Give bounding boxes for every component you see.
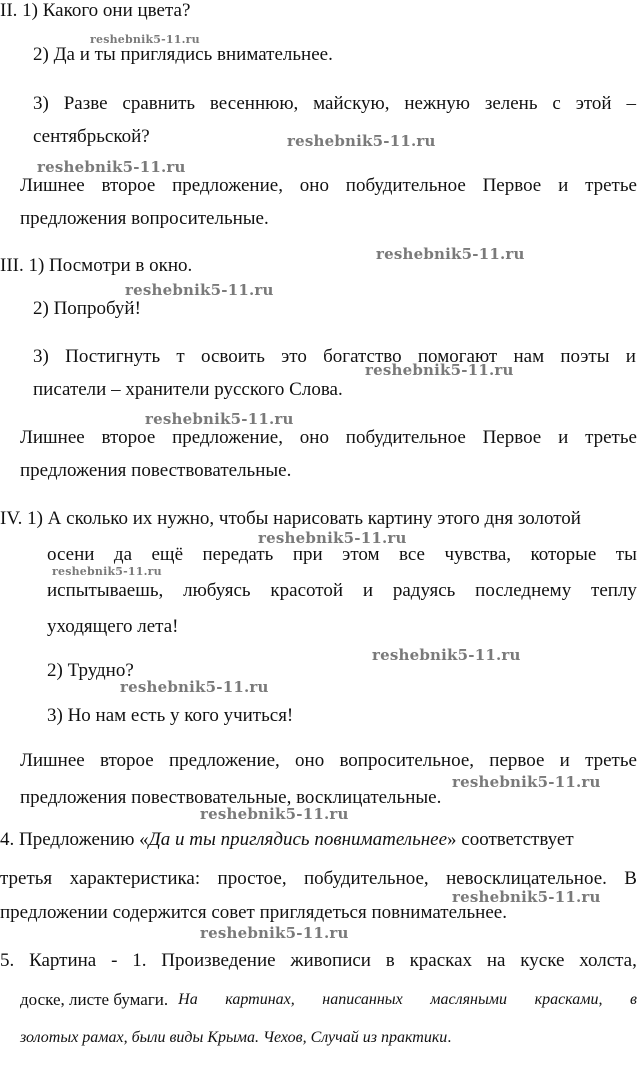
word: написанных [322, 991, 403, 1008]
section3-sentence-3-line2: писатели – хранители русского Слова. [33, 379, 343, 400]
word: осени [47, 544, 95, 565]
word: в [630, 991, 637, 1008]
word: этом [342, 544, 380, 565]
section2-summary-line2: предложения вопросительные. [20, 208, 269, 229]
word: Постигнуть [65, 346, 161, 367]
watermark: reshebnik5-11.ru [200, 924, 349, 942]
word: да [113, 544, 133, 565]
word: В [624, 868, 637, 889]
word: нам [513, 346, 545, 367]
section4-sentence-3: 3) Но нам есть у кого учиться! [47, 705, 294, 726]
word: т [176, 346, 185, 367]
word: поэты [560, 346, 610, 367]
word: оно [299, 175, 329, 196]
word: предложение, [168, 750, 280, 771]
word: характеристика: [69, 868, 201, 889]
word: ты [615, 544, 637, 565]
word: - [111, 950, 118, 971]
section3-sentence-2: 2) Попробуй! [33, 298, 141, 319]
watermark: reshebnik5-11.ru [145, 410, 294, 428]
watermark: reshebnik5-11.ru [37, 158, 186, 176]
word: второе [101, 175, 156, 196]
word: невосклицательное. [446, 868, 607, 889]
word: третье [585, 175, 637, 196]
word: живописи [290, 950, 371, 971]
word: побудительное [345, 175, 466, 196]
item5-line3 [20, 1026, 451, 1049]
watermark: reshebnik5-11.ru [200, 805, 349, 823]
watermark: reshebnik5-11.ru [120, 678, 269, 696]
word: которые [530, 544, 597, 565]
item4-prefix: 4. Предложению « [0, 829, 149, 850]
word: весеннюю, [209, 93, 299, 114]
word: предложение, [172, 427, 283, 448]
word: нежную [404, 93, 470, 114]
word: и [559, 750, 570, 771]
word: Картина [29, 950, 97, 971]
section4-sentence-1-line3 [47, 580, 637, 602]
section4-summary-line2: предложения повествовательные, восклицательные. [20, 787, 442, 808]
word: помогают [417, 346, 498, 367]
watermark: reshebnik5-11.ru [365, 361, 514, 379]
watermark: reshebnik5-11.ru [90, 33, 200, 46]
section2-sentence-2: 2) Да и ты приглядись внимательнее. [33, 44, 333, 65]
watermark: reshebnik5-11.ru [52, 565, 162, 578]
word: все [399, 544, 425, 565]
word: Первое [482, 175, 542, 196]
word: и [558, 427, 569, 448]
item5-line3-end: . [447, 1029, 452, 1046]
word: с [552, 93, 561, 114]
word: передать [202, 544, 274, 565]
word: красотой [270, 580, 343, 601]
section2-header: II. 1) Какого они цвета? [0, 0, 191, 21]
word: простое, [217, 868, 287, 889]
item4-suffix: » соответствует [447, 829, 574, 850]
word: последнему [475, 580, 572, 601]
word: это [281, 346, 307, 367]
word: вопросительное, [339, 750, 475, 771]
watermark: reshebnik5-11.ru [258, 529, 407, 547]
word: Лишнее [20, 175, 85, 196]
word: и [362, 580, 374, 601]
word: побудительное, [303, 868, 429, 889]
word: – [626, 93, 636, 114]
word: радуясь [392, 580, 456, 601]
word: освоить [200, 346, 265, 367]
item4-line3: предложении содержится совет приглядеться повнимательнее. [0, 902, 507, 923]
word: при [292, 544, 323, 565]
word: теплу [591, 580, 637, 601]
word: 1. [132, 950, 147, 971]
watermark: reshebnik5-11.ru [287, 132, 436, 150]
word: третье [585, 427, 637, 448]
word: чувства, [444, 544, 512, 565]
watermark: reshebnik5-11.ru [376, 245, 525, 263]
section3-summary-line1 [20, 427, 637, 449]
word: испытываешь, [47, 580, 164, 601]
word: любуясь [183, 580, 251, 601]
word: первое [489, 750, 545, 771]
word: третье [585, 750, 637, 771]
section3-header: III. 1) Посмотри в окно. [0, 255, 193, 276]
section4-header: IV. 1) А сколько их нужно, чтобы нарисовать картину этого дня золотой [0, 508, 581, 529]
section3-summary-line2: предложения повествовательные. [20, 460, 292, 481]
word: куске [520, 950, 565, 971]
word: третья [0, 868, 53, 889]
item5-line1 [0, 950, 637, 972]
watermark: reshebnik5-11.ru [125, 281, 274, 299]
word: зелень [484, 93, 538, 114]
word: Лишнее [20, 750, 85, 771]
word: На [178, 991, 198, 1008]
word: 5. [0, 950, 15, 971]
word: второе [101, 427, 156, 448]
word: Первое [482, 427, 542, 448]
word: Лишнее [20, 427, 85, 448]
word: в [385, 950, 395, 971]
word: масляными [430, 991, 508, 1008]
section4-sentence-2: 2) Трудно? [47, 660, 134, 681]
section4-sentence-1-line2 [47, 544, 637, 566]
item4-line1 [0, 829, 574, 851]
word: на [486, 950, 506, 971]
item5-line2-italic [178, 989, 637, 1011]
word: и [558, 175, 569, 196]
section2-sentence-3-line2: сентябрьской? [33, 126, 150, 147]
word: ещё [151, 544, 183, 565]
word: побудительное [345, 427, 466, 448]
item4-quote: Да и ты приглядись повнимательнее [148, 829, 448, 850]
word: 3) [33, 346, 49, 367]
section4-summary-line1 [20, 750, 637, 772]
item5-line3-italic: золотых рамах, были виды Крыма. Чехов, Случай из практики [20, 1029, 448, 1046]
word: 3) [33, 93, 49, 114]
word: сравнить [122, 93, 196, 114]
word: красками, [534, 991, 603, 1008]
section2-sentence-3-line1 [33, 93, 636, 115]
watermark: reshebnik5-11.ru [452, 888, 601, 906]
word: второе [99, 750, 154, 771]
section2-summary-line1 [20, 175, 637, 197]
word: этой [575, 93, 612, 114]
item4-line2 [0, 868, 637, 890]
word: Разве [63, 93, 108, 114]
word: и [625, 346, 636, 367]
watermark: reshebnik5-11.ru [372, 646, 521, 664]
watermark: reshebnik5-11.ru [452, 773, 601, 791]
word: оно [299, 427, 329, 448]
section4-sentence-1-line4: уходящего лета! [47, 616, 179, 637]
section3-sentence-3-line1 [33, 346, 636, 368]
item5-line2-normal: доске, листе бумаги. [20, 990, 169, 1009]
word: картинах, [225, 991, 295, 1008]
word: майскую, [313, 93, 390, 114]
word: богатство [323, 346, 402, 367]
item5-line2 [20, 989, 637, 1011]
word: Произведение [161, 950, 276, 971]
word: красках [409, 950, 473, 971]
word: оно [295, 750, 325, 771]
word: предложение, [172, 175, 283, 196]
word: холста, [579, 950, 637, 971]
